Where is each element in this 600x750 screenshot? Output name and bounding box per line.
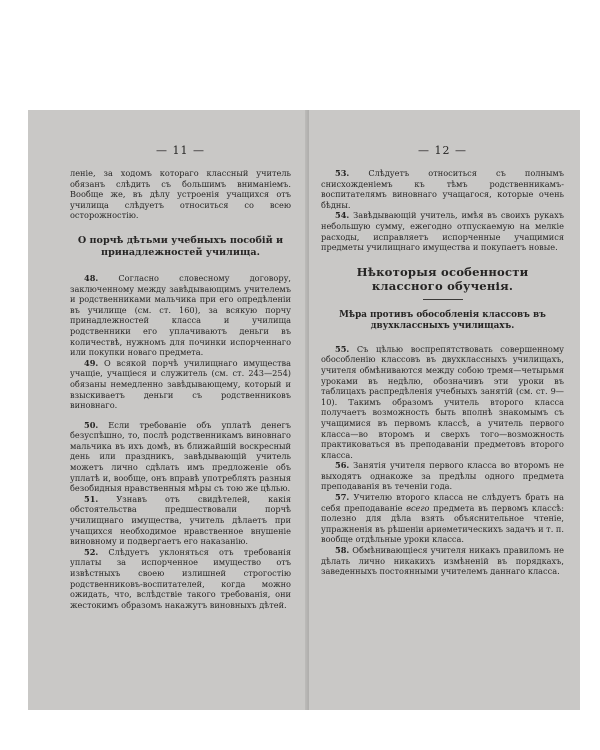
left-page (28, 110, 309, 710)
right-paragraph-56 (321, 460, 564, 492)
right-paragraph-55 (321, 344, 564, 461)
paragraph-number: 52. (84, 546, 99, 557)
right-subheading: Мѣра противъ обособленія классовъ въ двухклассныхъ училищахъ. (339, 309, 546, 331)
paragraph-number: 48. (84, 272, 99, 283)
left-paragraph-49 (70, 358, 291, 411)
right-paragraph-57 (321, 492, 564, 545)
left-page-number: — 11 — (156, 144, 205, 157)
paragraph-number: 54. (335, 210, 350, 221)
paragraph-text: О всякой порчѣ училищнаго имущества учащіе, учащіеся и служитель (см. ст. 243—254) обязаны немедленно завѣдывающему, который и взыскиваетъ деньги съ родственниковъ виновнаго. (70, 357, 291, 411)
right-paragraph-54 (321, 210, 564, 252)
paragraph-text: Завѣдывающій учитель, имѣя въ своихъ рукахъ небольшую сумму, ежегодно отпускаемую на мелкіе расходы, исправляетъ испорченные учащимися предметы училищнаго имущества и покупаетъ новые. (321, 210, 564, 253)
spacer (70, 411, 291, 420)
left-paragraph-52 (70, 547, 291, 611)
paragraph-text: Слѣдуетъ уклоняться отъ требованія уплаты за испорченное имущество отъ извѣстныхъ своею излишней строгостію родственниковъ-воспитателей, когда можно ожидать, что, вслѣдствіе такого требованія, они жестокимъ образомъ накажутъ виновныхъ дѣтей. (70, 546, 291, 610)
paragraph-text-end: предмета въ первомъ классѣ: полезно для дѣла взять объяснительное чтеніе, упражненія въ рѣшеніи ариѳметическихъ задачъ и т. п. вообще отдѣльные уроки класса. (321, 502, 564, 545)
paragraph-number: 50. (84, 419, 99, 430)
right-page (309, 110, 580, 710)
left-paragraph-50 (70, 420, 291, 494)
paragraph-number: 49. (84, 357, 99, 368)
right-paragraph-58 (321, 545, 564, 577)
paragraph-text: Слѣдуетъ относиться съ полнымъ снисхожденіемъ къ тѣмъ родственникамъ-воспитателямъ виновнаго учащагося, которые очень бѣдны. (321, 168, 564, 210)
right-page-number: — 12 — (418, 144, 467, 157)
paragraph-text: Обмѣнивающіеся учителя никакъ правиломъ не дѣлать лично никакихъ измѣненій въ порядкахъ, заведенныхъ постоянными учителемъ даннаго класса. (321, 545, 564, 577)
paragraph-number: 55. (335, 343, 350, 354)
paragraph-text: Согласно словесному договору, заключенному между завѣдывающимъ учителемъ и родственниками мальчика при его опредѣленіи въ училище (см. ст. 160), за всякую порчу принадлежностей класса и училища родственники его уплачиваютъ деньги въ количествѣ, нужномъ для починки испорченнаго или покупки новаго предмета. (70, 272, 291, 358)
heading-divider (423, 299, 463, 300)
paragraph-text-start: Учителю второго класса не слѣдуетъ брать на себя преподаваніе (321, 492, 564, 513)
paragraph-number: 51. (84, 493, 99, 504)
paragraph-number: 56. (335, 460, 350, 471)
paragraph-number: 57. (335, 492, 350, 503)
left-top-paragraph: леніе, за ходомъ котораго классный учитель обязанъ слѣдить съ большимъ вниманіемъ. Вообще же, въ дѣлу устроенія учащихся отъ училища слѣдуетъ относиться со всею осторожностію. (70, 168, 291, 221)
left-paragraph-51 (70, 494, 291, 547)
left-paragraph-48 (70, 273, 291, 358)
right-section-heading: Нѣкоторыя особенности классного обученія. (356, 264, 529, 293)
paragraph-text: Если требованіе объ уплатѣ денегъ безуспѣшно, то, послѣ родственникамъ виновнаго мальчика въ ихъ домѣ, въ ближайшій воскресный день или праздникъ, завѣдывающій учитель можетъ лично сдѣлать имъ предложеніе объ уплатѣ и, вообще, онъ вправѣ употреблять разныя безобидныя нравственныя мѣры съ тою же цѣлью. (70, 419, 291, 494)
paragraph-text: Занятія учителя первого класса во второмъ не выходятъ однакоже за предѣлы одного предмета преподаванія въ теченіи года. (321, 460, 564, 492)
paragraph-text: Узнавъ отъ свидѣтелей, какія обстоятельства предшествовали порчѣ училищнаго имущества, учитель дѣлаетъ при учащихся необходимое нравственное внушеніе виновному и подвергаетъ его наказанію. (70, 493, 291, 547)
right-paragraph-53 (321, 168, 564, 210)
paragraph-text-emphasis: всего (406, 502, 430, 513)
left-section-heading: О порчѣ дѣтьми учебныхъ пособій и принадлежностей училища. (77, 234, 284, 258)
paragraph-number: 53. (335, 168, 350, 178)
paragraph-number: 58. (335, 545, 350, 556)
paragraph-text: Съ цѣлью воспрепятствовать совершенному обособленію классовъ въ двухклассныхъ училищахъ, учителя обмѣниваются между собою тремя—четырьмя уроками въ недѣлю, обозначивъ эти уроки въ таблицахъ распредѣленія учебныхъ занятій (см. ст. 9—10). Такимъ образомъ учитель второго класса получаетъ возможность быть вполнѣ знакомымъ съ учащимися въ первомъ классѣ, а учитель первого класса—во второмъ и сверхъ того—возможность практиковаться въ преподаваніи предметовъ второго класса. (321, 343, 565, 460)
